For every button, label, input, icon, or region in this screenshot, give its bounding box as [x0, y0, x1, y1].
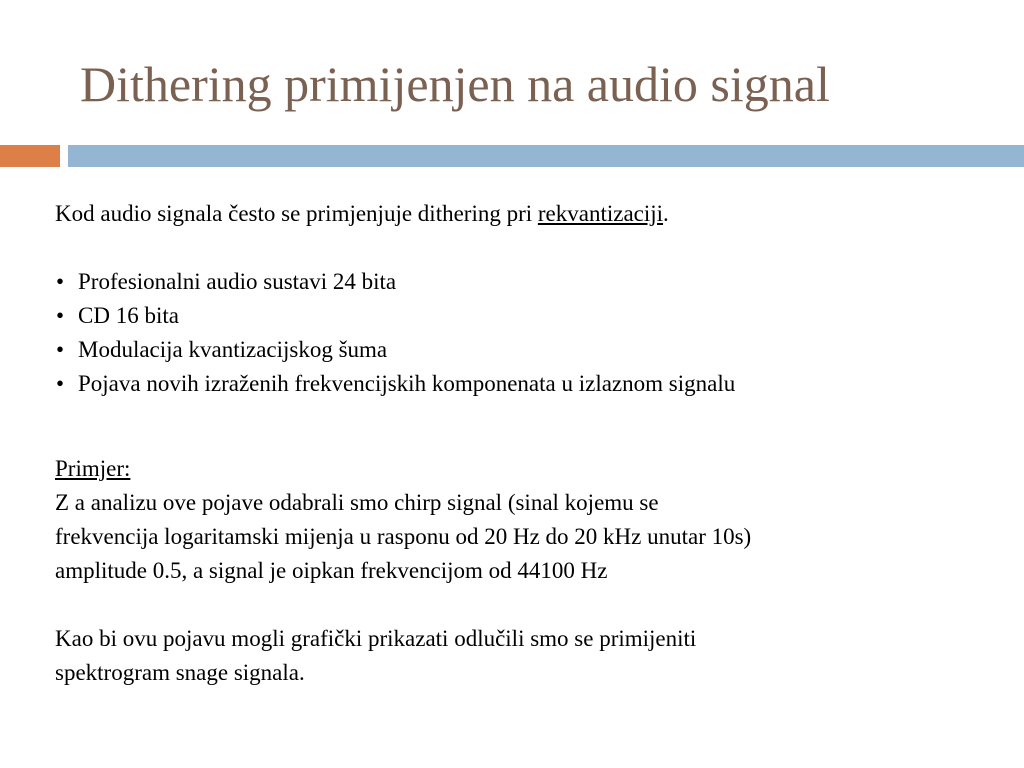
list-item: [55, 367, 995, 401]
bullet-icon: •: [56, 269, 65, 294]
list-item-text: Profesionalni audio sustavi 24 bita: [78, 269, 397, 294]
intro-paragraph: [55, 197, 995, 231]
list-item: [55, 299, 995, 333]
title-divider-bar: [68, 145, 1024, 167]
list-item: [55, 265, 995, 299]
slide-body: [55, 197, 995, 690]
example-line: amplitude 0.5, a signal je oipkan frekvencijom od 44100 Hz: [55, 558, 608, 583]
intro-text: Kod audio signala često se primjenjuje dithering pri: [55, 201, 538, 226]
example-line: Z a analizu ove pojave odabrali smo chirp signal (sinal kojemu se: [55, 490, 659, 515]
list-item-text: CD 16 bita: [78, 303, 179, 328]
list-item: [55, 333, 995, 367]
spacer: [55, 231, 995, 265]
spacer: [55, 588, 995, 622]
rekvantizacija-link[interactable]: rekvantizaciji: [537, 201, 664, 226]
bullet-list: [55, 265, 995, 401]
list-item-text: Pojava novih izraženih frekvencijskih komponenata u izlaznom signalu: [78, 371, 736, 396]
intro-period: .: [663, 201, 669, 226]
accent-bar: [0, 145, 60, 167]
list-item-text: Modulacija kvantizacijskog šuma: [78, 337, 388, 362]
conclusion-line: spektrogram snage signala.: [55, 660, 305, 685]
spacer: [55, 401, 995, 452]
bullet-icon: •: [56, 371, 65, 396]
bullet-icon: •: [56, 303, 65, 328]
example-line: frekvencija logaritamski mijenja u rasponu od 20 Hz do 20 kHz unutar 10s): [55, 524, 752, 549]
example-heading: Primjer:: [55, 456, 131, 481]
conclusion-line: Kao bi ovu pojavu mogli grafički prikazati odlučili smo se primijeniti: [55, 626, 697, 651]
slide-title: Dithering primijenjen na audio signal: [80, 56, 830, 112]
bullet-icon: •: [56, 337, 65, 362]
